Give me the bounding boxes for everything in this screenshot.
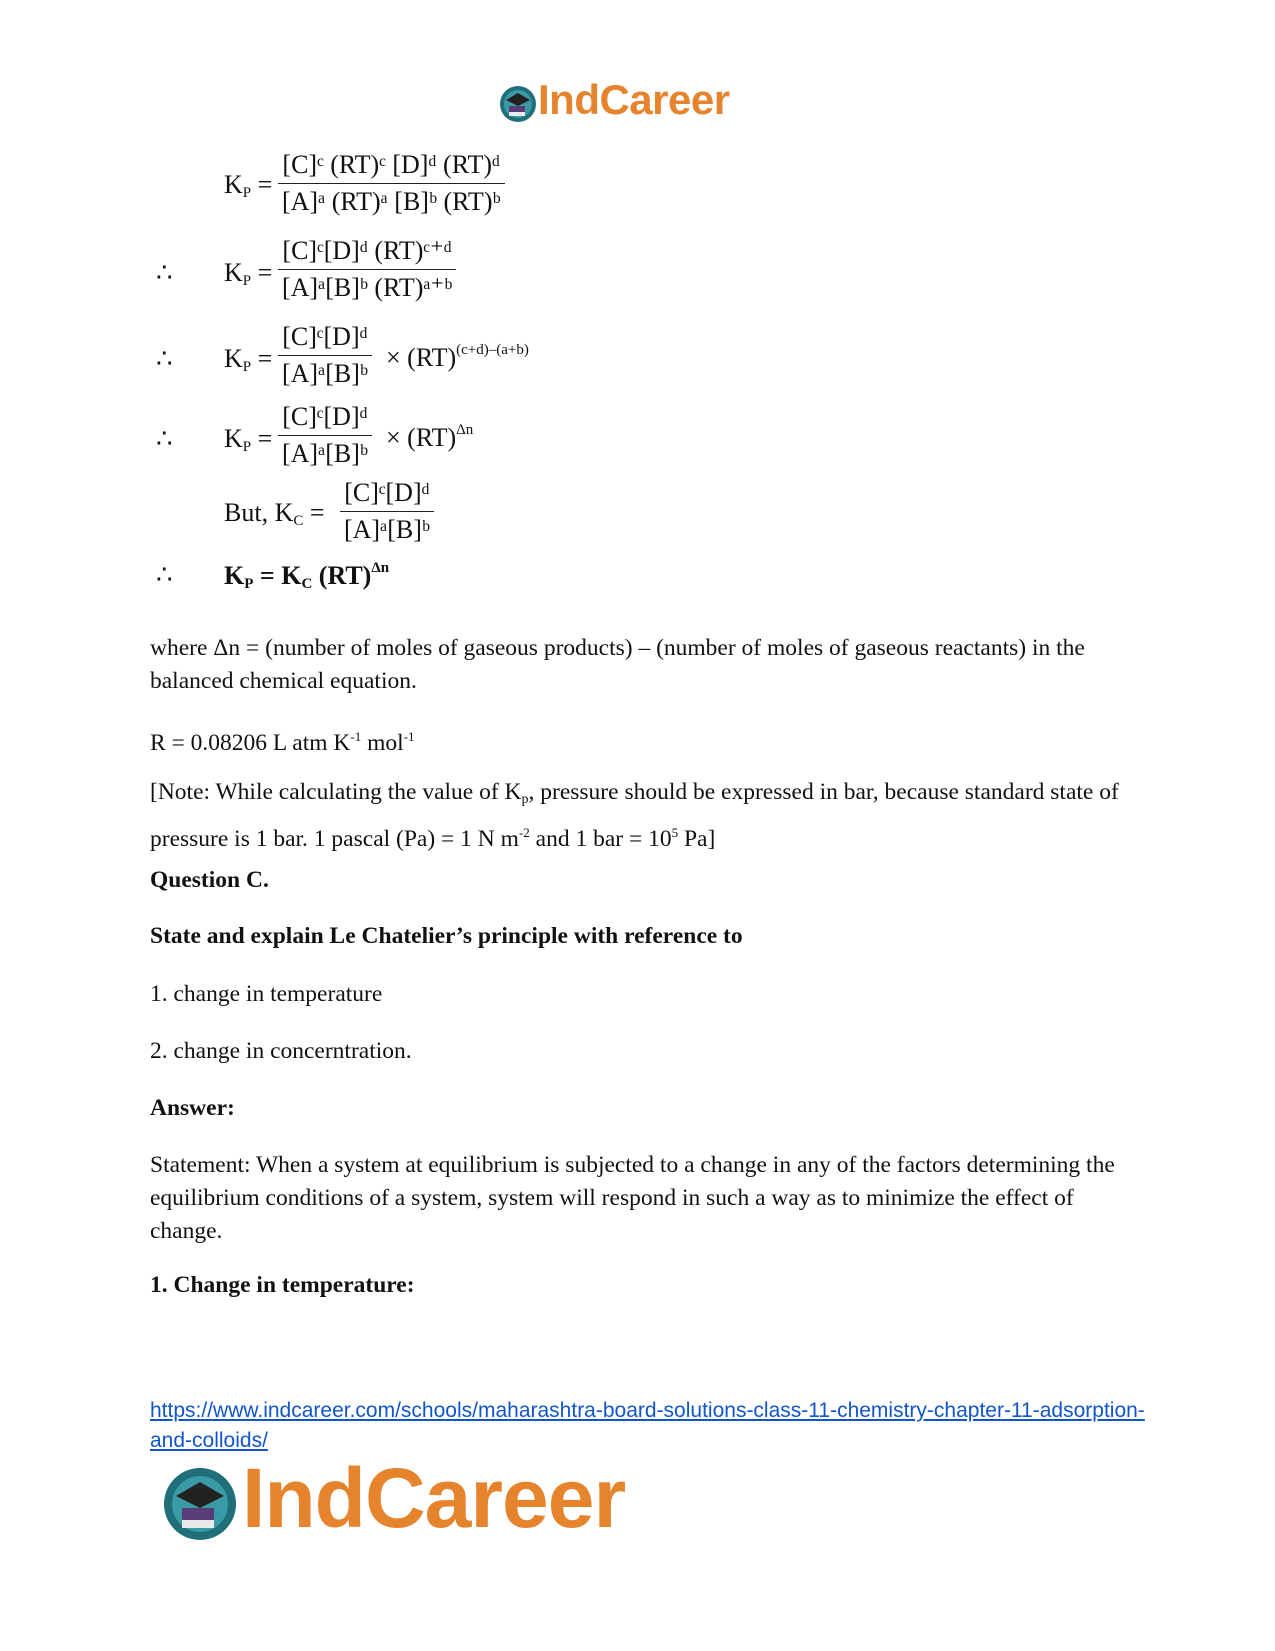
- question-heading: Question C.: [150, 867, 269, 893]
- logo-wordmark: IndCareer: [538, 76, 730, 123]
- denominator: [A]ᵃ[B]ᵇ: [282, 359, 368, 388]
- list-item: 2. change in concerntration.: [150, 1038, 412, 1064]
- paragraph-delta-n: where Δn = (number of moles of gaseous products) – (number of moles of gaseous reactants) in the balanced chemical equation.: [150, 635, 1085, 694]
- denominator: [A]ᵃ (RT)ᵃ [B]ᵇ (RT)ᵇ: [282, 187, 501, 216]
- therefore-symbol: ∴: [156, 258, 173, 287]
- fraction: [278, 150, 505, 217]
- paragraph-note: [Note: While calculating the value of $K_p$, pressure should be expressed in bar, because standard state of pressure is 1 bar. 1 pascal (Pa) = 1 N $m^{-2}$ and 1 bar = $10^5$ Pa]: [150, 779, 1119, 852]
- paragraph-statement: Statement: When a system at equilibrium is subjected to a change in any of the factors determining the equilibrium conditions of a system, system will respond in such a way as to minimize the effect of change.: [150, 1152, 1115, 1244]
- fraction: [278, 402, 372, 469]
- subheading: 1. Change in temperature:: [150, 1272, 415, 1298]
- numerator: [C]ᶜ[D]ᵈ: [278, 402, 372, 436]
- list-item: 1. change in temperature: [150, 981, 383, 1007]
- question-text: State and explain Le Chatelier’s principle with reference to: [150, 923, 743, 949]
- therefore-symbol: ∴: [156, 344, 173, 373]
- source-link[interactable]: https://www.indcareer.com/schools/maharashtra-board-solutions-class-11-chemistry-chapter-11-adsorption-and-colloids/: [150, 1399, 1145, 1452]
- fraction: [340, 478, 434, 545]
- globe-logo-icon: [160, 1464, 240, 1544]
- header-logo: [498, 78, 798, 128]
- denominator: [A]ᵃ[B]ᵇ: [344, 515, 430, 544]
- numerator: [C]ᶜ[D]ᵈ (RT)ᶜ⁺ᵈ: [278, 236, 456, 270]
- logo-wordmark: IndCareer: [242, 1451, 626, 1545]
- fraction: [278, 236, 456, 303]
- denominator: [A]ᵃ[B]ᵇ (RT)ᵃ⁺ᵇ: [282, 273, 453, 302]
- therefore-symbol: ∴: [156, 424, 173, 453]
- paragraph-gas-constant: R = 0.08206 L atm $K^{-1}$ mol$^{-1}$: [150, 729, 415, 756]
- globe-logo-icon: [498, 84, 538, 124]
- numerator: [C]ᶜ[D]ᵈ: [278, 322, 372, 356]
- therefore-symbol: ∴: [156, 560, 173, 589]
- answer-heading: Answer:: [150, 1095, 235, 1121]
- footer-logo: [160, 1451, 720, 1548]
- fraction: [278, 322, 372, 389]
- denominator: [A]ᵃ[B]ᵇ: [282, 439, 368, 468]
- numerator: [C]ᶜ[D]ᵈ: [340, 478, 434, 512]
- numerator: [C]ᶜ (RT)ᶜ [D]ᵈ (RT)ᵈ: [278, 150, 505, 184]
